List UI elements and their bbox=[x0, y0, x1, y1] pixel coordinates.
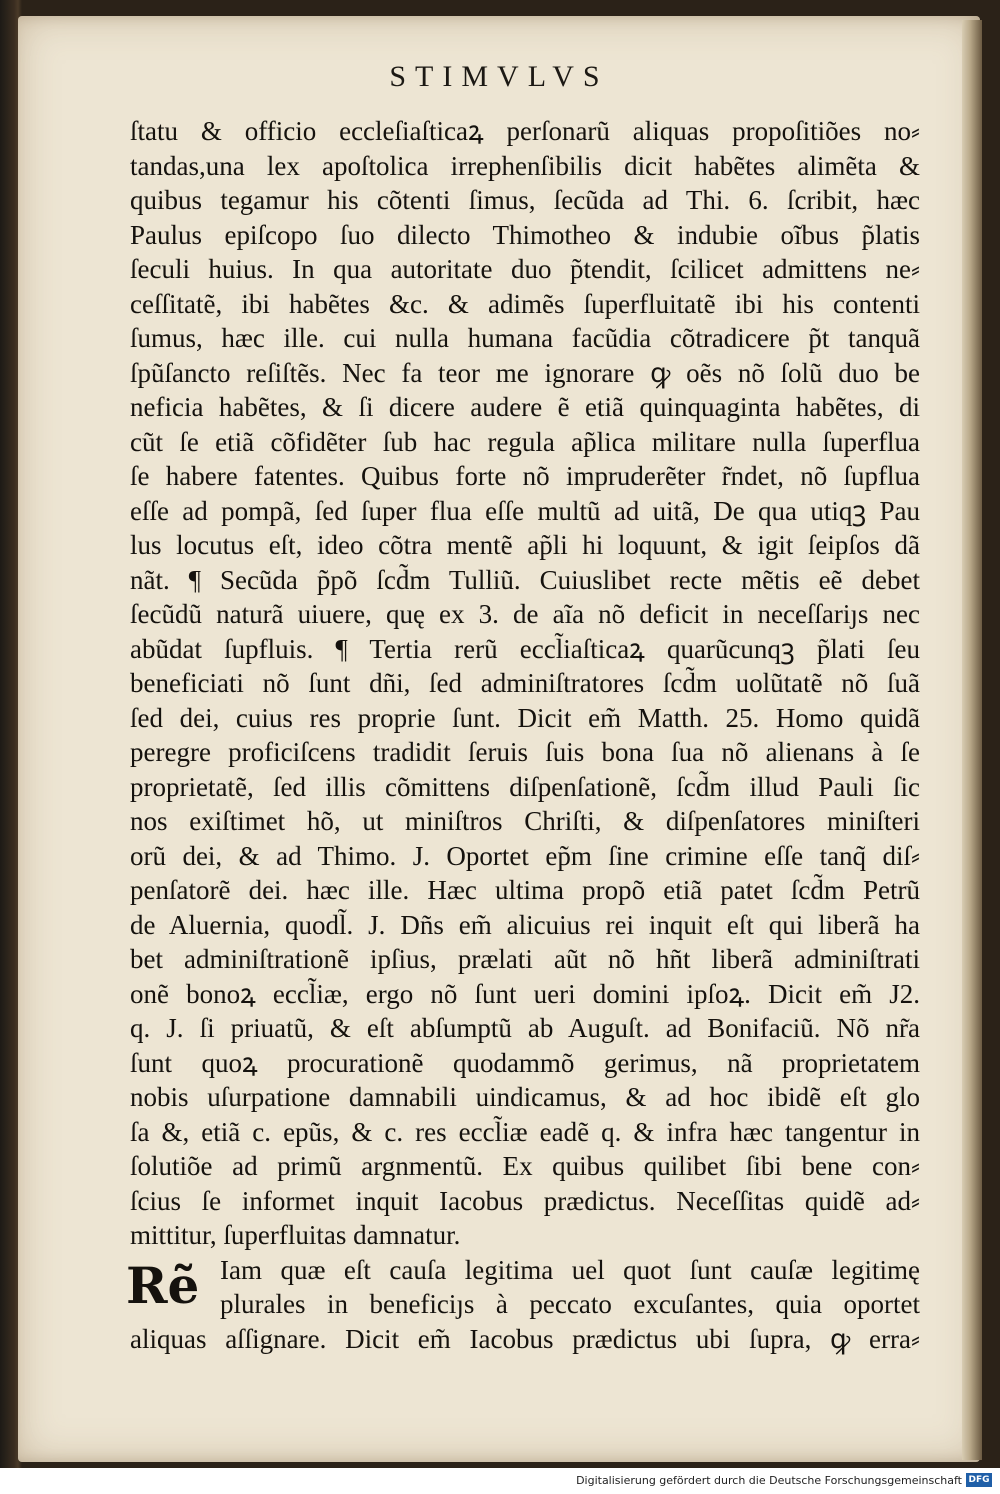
text-line: aliquas aſſignare. Dicit em̃ Iacobus prædictus ubi ſupra, ꝙ erra⸗ bbox=[130, 1323, 920, 1354]
text-line: lus locutus eſt, ideo cõtra mentẽ ap̃li hi loquunt, & igit ſeipſos dã bbox=[130, 530, 920, 560]
text-line: orũ dei, & ad Thimo. J. Oportet ep̃m ſine crimine eſſe tanq̃ diſ⸗ bbox=[130, 840, 920, 871]
text-line: ſcius ſe informet inquit Iacobus prædictus. Neceſſitas quidẽ ad⸗ bbox=[130, 1185, 920, 1216]
text-line: Paulus epiſcopo ſuo dilecto Thimotheo & indubie oĩbus p̃latis bbox=[130, 219, 920, 250]
text-line: eſſe ad pompã, ſed ſuper flua eſſe multũ ad uitã, De qua utiqꝫ Pau bbox=[130, 495, 920, 526]
text-line: bet adminiſtrationẽ ipſius, prælati aũt nõ hñt liberã adminiſtrati bbox=[130, 944, 920, 974]
book-page bbox=[18, 16, 980, 1462]
text-line: mittitur, ſuperfluitas damnatur. bbox=[130, 1220, 461, 1250]
running-head: STIMVLVS bbox=[389, 60, 609, 93]
dfg-logo: DFG bbox=[966, 1473, 992, 1487]
funding-notice: Digitalisierung gefördert durch die Deutsche Forschungsgemeinschaft bbox=[576, 1474, 962, 1487]
text-line: ſumus, hæc ille. cui nulla humana facũdia cõtradicere p̃t tanquã bbox=[130, 323, 920, 353]
text-line: ſunt quoꝝ procurationẽ quodammõ gerimus, nã proprietatem bbox=[130, 1047, 920, 1078]
text-line: ſe habere fatentes. Quibus forte nõ impruderẽter r̃ndet, nõ ſupflua bbox=[130, 461, 920, 491]
text-line: ſtatu & officio eccleſiaſticaꝝ perſonarũ aliquas propoſitiões no⸗ bbox=[130, 116, 920, 146]
text-line: ceſſitatẽ, ibi habẽtes &c. & adimẽs ſuperfluitatẽ ibi his contenti bbox=[130, 288, 920, 319]
text-line: q. J. ſi priuatũ, & eſt abſumptũ ab Auguſt. ad Bonifaciũ. Nõ nr̃a bbox=[130, 1013, 920, 1043]
text-line: ſolutiõe ad primũ argnmentũ. Ex quibus quilibet ſibi bene con⸗ bbox=[130, 1151, 920, 1181]
decorated-initial: Rẽ bbox=[126, 1255, 200, 1315]
text-line: ſed dei, cuius res proprie ſunt. Dicit em̃ Matth. 25. Homo quidã bbox=[130, 702, 920, 733]
text-line: ſeculi huius. In qua autoritate duo p̃tendit, ſcilicet admittens ne⸗ bbox=[130, 254, 920, 284]
body-text bbox=[126, 114, 920, 1356]
text-line: ſpũſancto reſiſtẽs. Nec fa teor me ignorare ꝙ oẽs nõ ſolũ duo be bbox=[130, 357, 920, 388]
footer-bar bbox=[0, 1468, 1000, 1494]
text-line: ſecũdũ naturã uiuere, quę ex 3. de aĩa nõ deficit in neceſſariȷs nec bbox=[130, 599, 920, 629]
text-line: beneficiati nõ ſunt dñi, ſed adminiſtratores ſcd̃m uolũtatẽ nõ ſuã bbox=[130, 668, 920, 698]
text-line: de Aluernia, quodl̃. J. Dñs em̃ alicuius rei inquit eſt qui liberã ha bbox=[130, 909, 920, 940]
text-line: Iam quæ eſt cauſa legitima uel quot ſunt cauſæ legitimę bbox=[220, 1254, 920, 1285]
text-line: ſa &, etiã c. epũs, & c. res eccl̃iæ eadẽ q. & infra hæc tangentur in bbox=[130, 1116, 920, 1147]
text-line: nos exiſtimet hõ, ut miniſtros Chriſti, & diſpenſatores miniſteri bbox=[130, 806, 920, 836]
text-line: abũdat ſupfluis. ¶ Tertia rerũ eccl̃iaſticaꝝ quarũcunqꝫ p̃lati ſeu bbox=[130, 633, 920, 664]
text-line: proprietatẽ, ſed illis cõmittens diſpenſationẽ, ſcd̃m illud Pauli ſic bbox=[130, 771, 920, 802]
text-line: tandas,una lex apoſtolica irrephenſibilis dicit habẽtes alimẽta & bbox=[130, 150, 920, 181]
text-line: onẽ bonoꝝ eccl̃iæ, ergo nõ ſunt ueri domini ipſoꝝ. Dicit em̃ J2. bbox=[130, 978, 920, 1009]
page-edge bbox=[962, 20, 982, 1460]
text-line: nobis uſurpatione damnabili uindicamus, & ad hoc ibidẽ eſt glo bbox=[130, 1082, 920, 1112]
text-line: plurales in beneficiȷs à peccato excuſantes, quia oportet bbox=[220, 1289, 920, 1319]
text-line: peregre proficiſcens tradidit ſeruis ſuis bona ſua nõ alienans à ſe bbox=[130, 737, 920, 767]
paragraph-2 bbox=[126, 1253, 920, 1357]
text-line: penſatorẽ dei. hæc ille. Hæc ultima propõ etiã patet ſcd̃m Petrũ bbox=[130, 875, 920, 905]
text-line: neficia habẽtes, & ſi dicere audere ẽ etiã quinquaginta habẽtes, di bbox=[130, 392, 920, 422]
text-line: cũt ſe etiã cõfidẽter ſub hac regula ap̃lica militare nulla ſuperflua bbox=[130, 426, 920, 457]
text-line: quibus tegamur his cõtenti ſimus, ſecũda ad Thi. 6. ſcribit, hæc bbox=[130, 185, 920, 215]
text-line: nãt. ¶ Secũda p̃põ ſcd̃m Tulliũ. Cuiuslibet recte mẽtis eẽ debet bbox=[130, 564, 920, 595]
paragraph-1 bbox=[130, 114, 920, 1253]
